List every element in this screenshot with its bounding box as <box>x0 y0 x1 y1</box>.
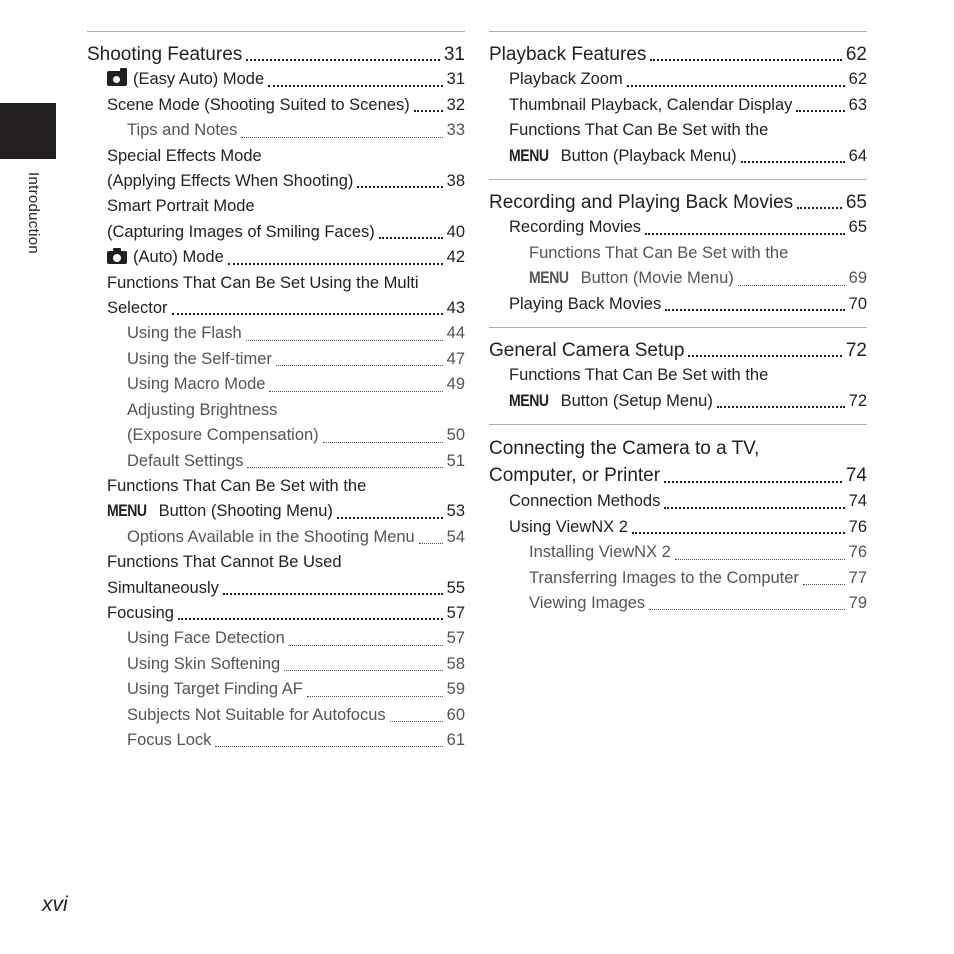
toc-entry-text-line: Smart Portrait Mode <box>107 197 255 216</box>
toc-page-number: 65 <box>848 218 867 237</box>
toc-page-number: 31 <box>446 70 465 89</box>
toc-entry-title: General Camera Setup <box>489 340 685 362</box>
dot-leader <box>419 543 443 544</box>
dot-leader <box>664 481 842 483</box>
toc-page-number: 79 <box>848 593 867 612</box>
toc-page-number: 54 <box>446 527 465 546</box>
dot-leader <box>268 85 442 87</box>
toc-entry[interactable] <box>87 601 465 626</box>
toc-entry[interactable] <box>87 525 465 550</box>
toc-entry-text-line: Special Effects Mode <box>107 146 262 165</box>
toc-entry-title: Using ViewNX 2 <box>509 517 628 536</box>
toc-entry-text-line: Functions That Can Be Set with the <box>529 243 789 262</box>
toc-entry-title: Playing Back Movies <box>509 294 662 313</box>
dot-leader <box>289 645 443 646</box>
dot-leader <box>246 340 443 341</box>
toc-entry-title: Using Face Detection <box>127 629 285 648</box>
toc-entry-title: Using Skin Softening <box>127 654 281 673</box>
toc-entry[interactable] <box>87 321 465 346</box>
toc-entry-title: Recording Movies <box>509 218 642 237</box>
dot-leader <box>284 670 442 671</box>
toc-entry[interactable] <box>87 677 465 702</box>
dot-leader <box>276 365 443 366</box>
toc-entry[interactable] <box>87 67 465 92</box>
toc-entry-title: (Exposure Compensation) <box>127 426 319 445</box>
toc-entry[interactable] <box>87 728 465 753</box>
toc-page-number: 59 <box>446 680 465 699</box>
toc-entry[interactable] <box>87 398 465 449</box>
toc-page-number: 31 <box>443 44 465 65</box>
toc-entry-title: Default Settings <box>127 451 244 470</box>
toc-entry[interactable] <box>489 489 867 514</box>
toc-entry[interactable] <box>87 652 465 677</box>
dot-leader <box>803 584 845 585</box>
toc-entry[interactable] <box>87 93 465 118</box>
toc-entry[interactable] <box>87 372 465 397</box>
toc-page-number: 53 <box>446 502 465 521</box>
dot-leader <box>178 618 443 620</box>
toc-heading-entry[interactable] <box>87 42 465 67</box>
toc-page-number: 55 <box>446 578 465 597</box>
toc-entry-title: Button (Shooting Menu) <box>158 502 333 521</box>
dot-leader <box>228 263 443 265</box>
toc-page-number: 49 <box>446 375 465 394</box>
toc-section <box>489 424 867 626</box>
toc-heading-entry[interactable] <box>489 190 867 215</box>
toc-entry[interactable] <box>87 347 465 372</box>
toc-entry-title: (Easy Auto) Mode <box>133 70 265 89</box>
toc-entry-title: (Applying Effects When Shooting) <box>107 172 354 191</box>
toc-page-number: 69 <box>848 269 867 288</box>
toc-page-number: 65 <box>845 192 867 214</box>
toc-entry[interactable] <box>489 363 867 414</box>
toc-heading-entry[interactable] <box>489 42 867 67</box>
toc-page-number: 32 <box>446 95 465 114</box>
dot-leader <box>632 532 845 534</box>
toc-heading-entry[interactable] <box>489 338 867 363</box>
toc-entry-text-line: Connecting the Camera to a TV, <box>489 438 760 460</box>
toc-entry-title: Button (Playback Menu) <box>560 146 737 165</box>
menu-button-icon: MENU <box>529 269 569 288</box>
toc-entry[interactable] <box>87 449 465 474</box>
toc-entry-title: Subjects Not Suitable for Autofocus <box>127 705 386 724</box>
toc-entry-title: Using Macro Mode <box>127 375 266 394</box>
dot-leader <box>246 59 440 61</box>
page-number: xvi <box>42 893 68 916</box>
toc-page-number: 61 <box>446 730 465 749</box>
dot-leader <box>241 137 442 138</box>
toc-entry-title: Installing ViewNX 2 <box>529 543 671 562</box>
toc-entry-text-line: Functions That Can Be Set Using the Multi <box>107 273 419 292</box>
toc-entry-title: Recording and Playing Back Movies <box>489 192 794 214</box>
dot-leader <box>307 696 443 697</box>
dot-leader <box>390 721 443 722</box>
dot-leader <box>627 85 845 87</box>
dot-leader <box>645 233 845 235</box>
dot-leader <box>379 237 443 239</box>
toc-page-number: 51 <box>446 451 465 470</box>
dot-leader <box>675 559 845 560</box>
toc-page-number: 63 <box>848 95 867 114</box>
menu-button-icon: MENU <box>107 502 147 521</box>
toc-entry[interactable] <box>87 703 465 728</box>
toc-section <box>489 32 867 179</box>
toc-entry[interactable] <box>87 271 465 322</box>
toc-entry-text-line: Functions That Can Be Set with the <box>107 476 367 495</box>
toc-entry-title: Scene Mode (Shooting Suited to Scenes) <box>107 95 410 114</box>
dot-leader <box>414 110 443 112</box>
dot-leader <box>269 391 442 392</box>
toc-entry-title: Tips and Notes <box>127 121 238 140</box>
toc-entry-title: Using Target Finding AF <box>127 680 303 699</box>
dot-leader <box>741 161 845 163</box>
auto-camera-icon <box>107 248 127 264</box>
toc-entry-text-line: Functions That Can Be Set with the <box>509 366 769 385</box>
toc-entry[interactable] <box>489 241 867 292</box>
dot-leader <box>738 285 845 286</box>
toc-entry[interactable] <box>87 550 465 601</box>
toc-page-number: 62 <box>845 44 867 65</box>
toc-entry-title: Playback Features <box>489 44 647 65</box>
toc-entry[interactable] <box>489 540 867 565</box>
toc-entry[interactable] <box>489 515 867 540</box>
toc-entry[interactable] <box>87 194 465 245</box>
toc-entry[interactable] <box>489 215 867 240</box>
toc-page-number: 72 <box>848 391 867 410</box>
dot-leader <box>215 746 442 747</box>
toc-entry-title: (Capturing Images of Smiling Faces) <box>107 222 375 241</box>
dot-leader <box>172 313 443 315</box>
dot-leader <box>665 309 844 311</box>
toc-page-number: 57 <box>446 629 465 648</box>
toc-entry-title: Button (Setup Menu) <box>560 391 713 410</box>
menu-button-icon: MENU <box>509 146 549 165</box>
toc-entry-title: Shooting Features <box>87 44 243 65</box>
toc-page-number: 76 <box>848 517 867 536</box>
toc-entry-title: Selector <box>107 299 168 318</box>
toc-entry-title: Transferring Images to the Computer <box>529 568 799 587</box>
toc-entry-title: Computer, or Printer <box>489 465 661 487</box>
toc-entry[interactable] <box>87 626 465 651</box>
toc-entry-title: Viewing Images <box>529 593 646 612</box>
dot-leader <box>717 406 845 408</box>
toc-entry[interactable] <box>87 144 465 195</box>
toc-page-number: 42 <box>446 248 465 267</box>
toc-right-column <box>489 31 867 626</box>
menu-button-icon: MENU <box>509 391 549 410</box>
toc-page-number: 72 <box>845 340 867 362</box>
toc-entry-title: Thumbnail Playback, Calendar Display <box>509 95 793 114</box>
toc-entry-title: Connection Methods <box>509 492 661 511</box>
toc-page-number: 44 <box>446 324 465 343</box>
toc-entry[interactable] <box>489 591 867 616</box>
dot-leader <box>797 207 842 209</box>
toc-page-number: 40 <box>446 222 465 241</box>
toc-section <box>489 327 867 424</box>
toc-page-number: 70 <box>848 294 867 313</box>
toc-entry[interactable] <box>87 245 465 270</box>
chapter-tab-marker <box>0 103 56 159</box>
toc-page-number: 47 <box>446 349 465 368</box>
toc-page-number: 74 <box>845 465 867 487</box>
dot-leader <box>688 355 841 357</box>
toc-entry-text-line: Adjusting Brightness <box>127 400 278 419</box>
toc-entry[interactable] <box>87 474 465 525</box>
dot-leader <box>223 593 443 595</box>
dot-leader <box>357 186 442 188</box>
dot-leader <box>796 110 844 112</box>
toc-entry-title: (Auto) Mode <box>133 248 224 267</box>
toc-entry-title: Using the Flash <box>127 324 242 343</box>
dot-leader <box>323 442 443 443</box>
toc-page-number: 64 <box>848 146 867 165</box>
toc-page-number: 33 <box>446 121 465 140</box>
dot-leader <box>247 467 442 468</box>
toc-page-number: 43 <box>446 299 465 318</box>
toc-page-number: 38 <box>446 172 465 191</box>
toc-page-number: 74 <box>848 492 867 511</box>
toc-entry-title: Focusing <box>107 603 174 622</box>
dot-leader <box>664 507 844 509</box>
toc-entry[interactable] <box>489 67 867 92</box>
dot-leader <box>650 59 842 61</box>
toc-entry[interactable] <box>489 118 867 169</box>
toc-page-number: 62 <box>848 70 867 89</box>
dot-leader <box>337 517 443 519</box>
toc-heading-entry[interactable] <box>489 435 867 489</box>
toc-page-number: 60 <box>446 705 465 724</box>
toc-entry-title: Simultaneously <box>107 578 219 597</box>
toc-entry[interactable] <box>489 566 867 591</box>
toc-entry-title: Button (Movie Menu) <box>580 269 734 288</box>
toc-page-number: 58 <box>446 654 465 673</box>
toc-section <box>87 32 465 763</box>
toc-page-number: 50 <box>446 426 465 445</box>
toc-entry[interactable] <box>87 118 465 143</box>
toc-entry-text-line: Functions That Cannot Be Used <box>107 553 342 572</box>
toc-entry-title: Using the Self-timer <box>127 349 272 368</box>
toc-page-number: 76 <box>848 543 867 562</box>
easy-auto-camera-icon <box>107 68 127 86</box>
dot-leader <box>649 609 844 610</box>
toc-page-number: 57 <box>446 603 465 622</box>
toc-page-number: 77 <box>848 568 867 587</box>
toc-entry-title: Options Available in the Shooting Menu <box>127 527 415 546</box>
toc-entry-title: Focus Lock <box>127 730 212 749</box>
toc-left-column <box>87 31 465 763</box>
toc-entry-text-line: Functions That Can Be Set with the <box>509 121 769 140</box>
toc-entry[interactable] <box>489 292 867 317</box>
toc-section <box>489 179 867 327</box>
chapter-side-label: Introduction <box>25 172 42 254</box>
toc-entry-title: Playback Zoom <box>509 70 623 89</box>
toc-entry[interactable] <box>489 93 867 118</box>
